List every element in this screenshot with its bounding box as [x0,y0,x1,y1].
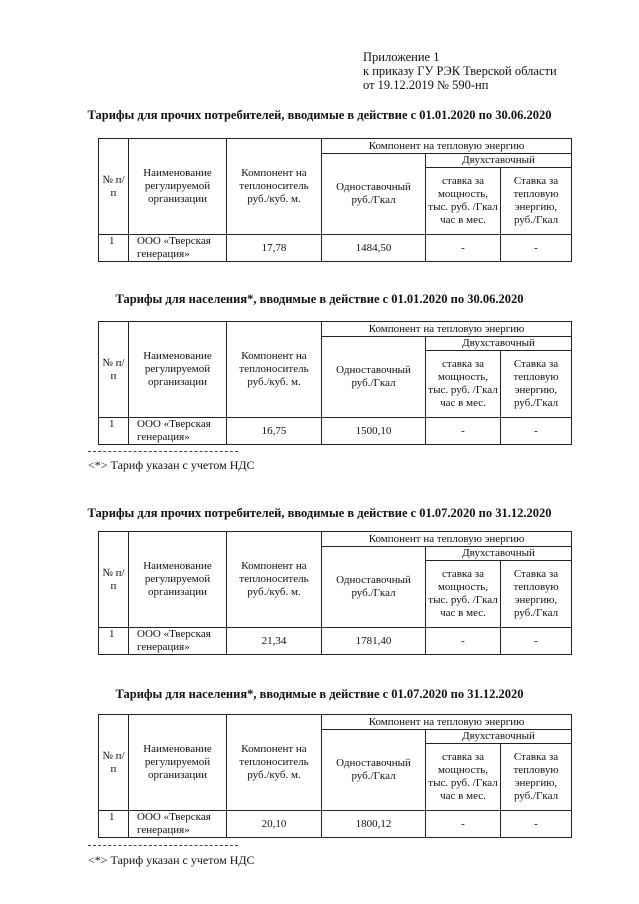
header-one-rate: Одноставочный руб./Гкал [322,337,426,418]
tariff-table [98,138,572,262]
header-heat: Компонент на тепловую энергию [322,715,572,730]
cell-energy-rate: - [501,418,572,445]
header-carrier: Компонент на теплоноситель руб./куб. м. [227,715,322,811]
cell-one-rate: 1781,40 [322,628,426,655]
appendix-line-2: к приказу ГУ РЭК Тверской области [363,64,557,78]
table-row [99,418,572,445]
table-row [99,235,572,262]
cell-num: 1 [99,235,129,262]
header-heat: Компонент на тепловую энергию [322,532,572,547]
header-org: Наименование регулируемой организации [129,532,227,628]
cell-org: ООО «Тверская генерация» [129,418,227,445]
cell-capacity-rate: - [426,628,501,655]
cell-one-rate: 1484,50 [322,235,426,262]
appendix-line-1: Приложение 1 [363,50,440,64]
header-num: № п/п [99,322,129,418]
cell-carrier: 21,34 [227,628,322,655]
header-energy-rate: Ставка за тепловую энергию, руб./Гкал [501,168,572,235]
tariff-table [98,714,572,838]
table-row [99,628,572,655]
cell-num: 1 [99,811,129,838]
cell-capacity-rate: - [426,418,501,445]
cell-num: 1 [99,628,129,655]
header-capacity-rate: ставка за мощность, тыс. руб. /Гкал час в мес. [426,744,501,811]
header-two-rate: Двухставочный [426,337,572,351]
header-carrier: Компонент на теплоноситель руб./куб. м. [227,139,322,235]
table-title: Тарифы для населения*, вводимые в действие с 01.07.2020 по 31.12.2020 [115,687,524,701]
header-two-rate: Двухставочный [426,154,572,168]
header-org: Наименование регулируемой организации [129,322,227,418]
footnote-text: <*> Тариф указан с учетом НДС [88,853,255,867]
table-title: Тарифы для прочих потребителей, вводимые в действие с 01.01.2020 по 30.06.2020 [87,108,552,122]
cell-num: 1 [99,418,129,445]
cell-carrier: 20,10 [227,811,322,838]
cell-capacity-rate: - [426,235,501,262]
header-num: № п/п [99,715,129,811]
cell-carrier: 16,75 [227,418,322,445]
cell-org: ООО «Тверская генерация» [129,235,227,262]
table-title: Тарифы для прочих потребителей, вводимые в действие с 01.07.2020 по 31.12.2020 [87,506,552,520]
header-org: Наименование регулируемой организации [129,715,227,811]
header-org: Наименование регулируемой организации [129,139,227,235]
cell-org: ООО «Тверская генерация» [129,628,227,655]
cell-energy-rate: - [501,235,572,262]
header-energy-rate: Ставка за тепловую энергию, руб./Гкал [501,744,572,811]
appendix-line-3: от 19.12.2019 № 590-нп [363,78,489,92]
header-capacity-rate: ставка за мощность, тыс. руб. /Гкал час в мес. [426,561,501,628]
tariff-table [98,531,572,655]
header-heat: Компонент на тепловую энергию [322,139,572,154]
header-carrier: Компонент на теплоноситель руб./куб. м. [227,532,322,628]
table-title: Тарифы для населения*, вводимые в действие с 01.01.2020 по 30.06.2020 [115,292,524,306]
header-one-rate: Одноставочный руб./Гкал [322,730,426,811]
header-heat: Компонент на тепловую энергию [322,322,572,337]
table-row [99,811,572,838]
header-num: № п/п [99,139,129,235]
header-two-rate: Двухставочный [426,547,572,561]
cell-one-rate: 1500,10 [322,418,426,445]
cell-energy-rate: - [501,628,572,655]
footnote-divider [88,845,238,846]
header-capacity-rate: ставка за мощность, тыс. руб. /Гкал час в мес. [426,351,501,418]
cell-one-rate: 1800,12 [322,811,426,838]
header-one-rate: Одноставочный руб./Гкал [322,154,426,235]
header-carrier: Компонент на теплоноситель руб./куб. м. [227,322,322,418]
header-num: № п/п [99,532,129,628]
footnote-divider [88,451,238,452]
cell-energy-rate: - [501,811,572,838]
header-capacity-rate: ставка за мощность, тыс. руб. /Гкал час в мес. [426,168,501,235]
header-energy-rate: Ставка за тепловую энергию, руб./Гкал [501,351,572,418]
header-energy-rate: Ставка за тепловую энергию, руб./Гкал [501,561,572,628]
cell-org: ООО «Тверская генерация» [129,811,227,838]
appendix-block [363,50,557,92]
cell-carrier: 17,78 [227,235,322,262]
footnote-text: <*> Тариф указан с учетом НДС [88,458,255,472]
tariff-table [98,321,572,445]
header-two-rate: Двухставочный [426,730,572,744]
header-one-rate: Одноставочный руб./Гкал [322,547,426,628]
cell-capacity-rate: - [426,811,501,838]
